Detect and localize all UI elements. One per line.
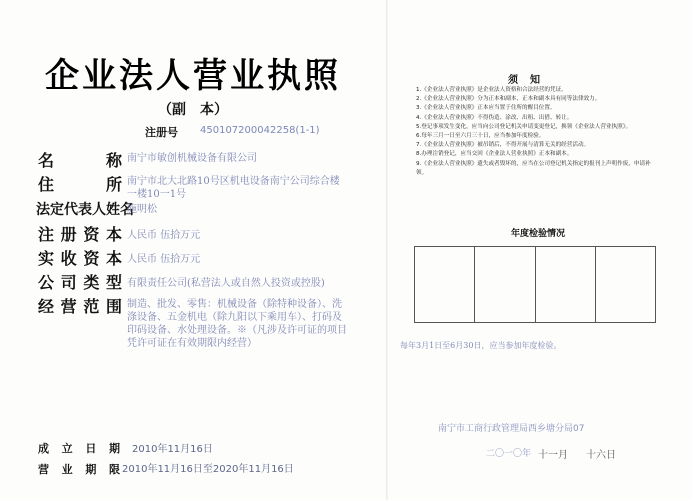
- notice-item: 2.《企业法人营业执照》分为正本和副本，正本和副本具有同等法律效力。: [416, 96, 601, 103]
- name-value: 南宁市敏创机械设备有限公司: [127, 153, 257, 164]
- inspection-box: [415, 247, 475, 322]
- issue-month: 十一月: [538, 450, 568, 461]
- registration-number-label: 注册号: [145, 126, 178, 139]
- license-title: 企业法人营业执照: [45, 56, 341, 96]
- notice-item: 6.每年三月一日至六月三十日，应当参加年度检验。: [416, 133, 545, 140]
- license-subtitle: （副 本）: [158, 102, 228, 118]
- notice-title: 须知: [508, 75, 552, 86]
- annual-inspection-boxes: [414, 246, 656, 323]
- issuing-authority: 南宁市工商行政管理局西乡塘分局07: [438, 424, 585, 434]
- notice-item: 8.办理注销登记，应当交回《企业法人营业执照》正本和副本。: [416, 151, 573, 158]
- established-date-label: 成立日期: [38, 442, 120, 455]
- registration-number-value: 450107200042258(1-1): [200, 125, 320, 136]
- inspection-box: [475, 247, 535, 322]
- notice-item: 4.《企业法人营业执照》不得伪造、涂改、出租、出借、转让。: [416, 114, 573, 121]
- license-right-page: [388, 0, 693, 500]
- issue-year: 二〇一〇年: [486, 449, 532, 459]
- issue-day: 十六日: [586, 450, 616, 461]
- notice-item: 9.《企业法人营业执照》遗失或者毁坏的，应当在公司登记机关指定的报刊上声明作废，申请补领。: [416, 160, 651, 176]
- notice-item: 3.《企业法人营业执照》正本应当置于住所的醒目位置。: [416, 105, 556, 112]
- legal-representative-value: 施明松: [127, 204, 157, 215]
- business-scope-value: 制造、批发、零售：机械设备（除特种设备）、洗涤设备、五金机电（除九阳以下乘用车）、打码及印码设备、水处理设备。※（凡涉及许可证的项目凭许可证在有效期限内经营）: [127, 299, 347, 349]
- registered-capital-value: 人民币 伍拾万元: [127, 230, 201, 241]
- notice-item: 1.《企业法人营业执照》是企业法人资格和合法经营的凭证。: [416, 87, 567, 93]
- annual-inspection-note: 每年3月1日至6月30日，应当参加年度检验。: [400, 341, 562, 350]
- notice-item: 7.《企业法人营业执照》被吊销后，不得开展与清算无关的经营活动。: [416, 142, 590, 149]
- address-label: 住 所: [38, 175, 122, 194]
- business-term-label: 营业期限: [38, 463, 120, 476]
- inspection-box: [596, 247, 655, 322]
- name-label: 名 称: [38, 151, 122, 170]
- legal-representative-label: 法定代表人姓名: [36, 202, 134, 218]
- notice-item: 5.登记事项发生变化，应当向公司登记机关申请变更登记，换领《企业法人营业执照》。: [416, 123, 632, 130]
- registered-capital-label: 注册资本: [38, 225, 122, 244]
- established-date-value: 2010年11月16日: [132, 444, 213, 455]
- paid-in-capital-value: 人民币 伍拾万元: [127, 254, 201, 265]
- notice-list: [416, 86, 656, 178]
- annual-inspection-title: 年度检验情况: [510, 229, 565, 239]
- business-scope-label: 经营范围: [38, 297, 122, 316]
- paid-in-capital-label: 实收资本: [38, 249, 122, 268]
- address-value: 南宁市北大北路10号区机电设备南宁公司综合楼一楼10一1号: [127, 176, 340, 200]
- company-type-value: 有限责任公司(私营法人或自然人投资或控股): [127, 278, 325, 289]
- business-term-value: 2010年11月16日至2020年11月16日: [122, 464, 294, 475]
- inspection-box: [536, 247, 596, 322]
- company-type-label: 公司类型: [38, 273, 122, 292]
